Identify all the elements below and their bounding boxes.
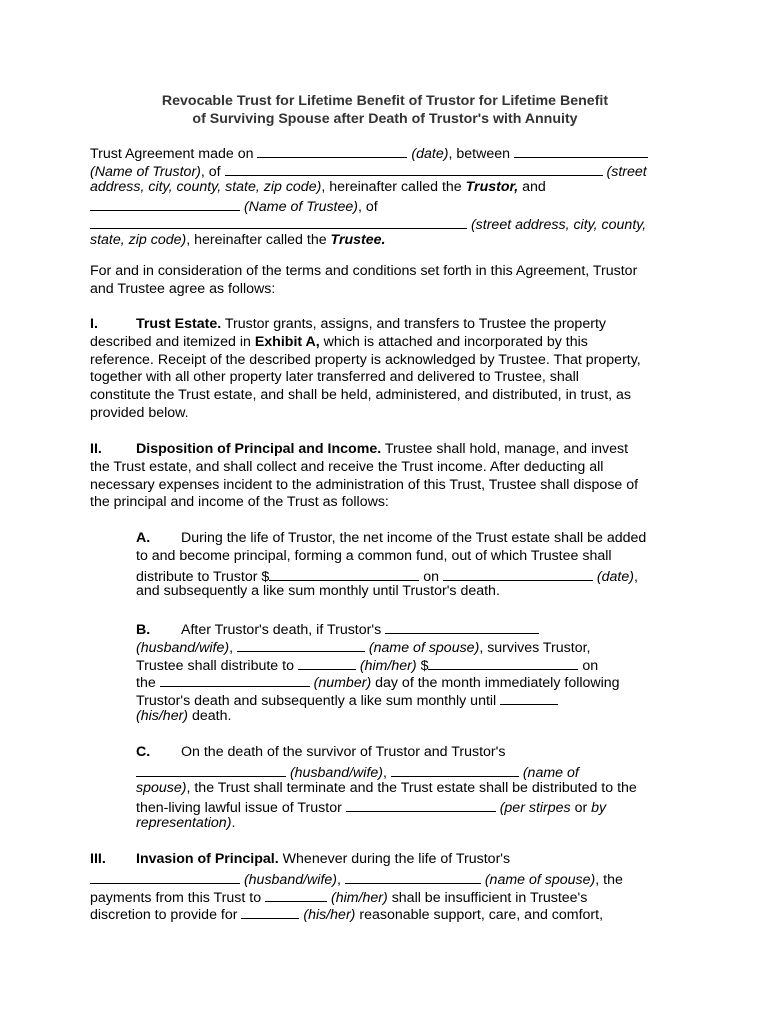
title-line-1: Revocable Trust for Lifetime Benefit of Trustor for Lifetime Benefit: [161, 93, 609, 109]
spouse-name-blank[interactable]: [237, 637, 365, 652]
trustee-address-blank[interactable]: [90, 214, 467, 229]
document-title: [0, 92, 770, 128]
spouse-name-blank[interactable]: [391, 762, 519, 777]
subsection-a: A. During the life of Trustor, the net income of the Trust estate shall be added to and become principal, forming a common fund, out of which Trustee shall distribute to Trustor $ on (date), and subsequently a like sum monthly until Trustor's death.: [136, 530, 647, 600]
amount-blank[interactable]: [428, 655, 578, 670]
section-disposition: II. Disposition of Principal and Income. Trustee shall hold, manage, and invest the Trust estate, and shall collect and receive the Trust income. After deducting all necessary expenses incident to the administration of this Trust, Trustee shall dispose of the principal and income of the Trust as follows:: [90, 441, 639, 511]
spouse-name-blank[interactable]: [345, 869, 481, 884]
subsection-c: C. On the death of the survivor of Trustor and Trustor's (husband/wife), (name of spouse), the Trust shall terminate and the Trust estate shall be distributed to the then-living lawful issue of Trustor (per stirpes or by representation).: [136, 744, 637, 832]
spouse-relation-blank[interactable]: [136, 762, 286, 777]
pronoun-blank[interactable]: [298, 655, 356, 670]
distribution-method-blank[interactable]: [346, 797, 496, 812]
date-blank[interactable]: [257, 143, 407, 158]
intro-paragraph: Trust Agreement made on (date), between (Name of Trustor), of (street address, city, county, state, zip code), hereinafter called the Trustor, and (Name of Trustee), of (street address, city, county, state, zip code), hereinafter called the Trustee.: [90, 143, 690, 250]
amount-blank[interactable]: [269, 566, 419, 581]
pronoun-blank[interactable]: [500, 690, 558, 705]
section-trust-estate: I. Trust Estate. Trustor grants, assigns, and transfers to Trustee the property described and itemized in Exhibit A, which is attached and incorporated by this reference. Receipt of the described property is acknowledged by Trustee. That property, together with all other property later transferred and delivered to Trustee, shall constitute the Trust estate, and shall be held, administered, and distributed, in trust, as provided below.: [90, 316, 641, 421]
spouse-relation-blank[interactable]: [90, 869, 240, 884]
pronoun-blank[interactable]: [265, 887, 327, 902]
day-number-blank[interactable]: [160, 672, 310, 687]
trustor-address-blank[interactable]: [225, 161, 603, 176]
date-blank[interactable]: [443, 566, 593, 581]
trustee-name-blank[interactable]: [90, 196, 240, 211]
trustor-name-blank[interactable]: [514, 143, 648, 158]
subsection-b: B. After Trustor's death, if Trustor's (husband/wife), (name of spouse), survives Trustor, Trustee shall distribute to (him/her) $ on the (number) day of the month immediately following Trustor's death and subsequently a like sum monthly until (his/her) death.: [136, 619, 696, 726]
spouse-relation-blank[interactable]: [385, 619, 539, 634]
consideration-paragraph: For and in consideration of the terms and conditions set forth in this Agreement, Trustor and Trustee agree as follows:: [90, 263, 638, 297]
title-line-2: of Surviving Spouse after Death of Trustor's with Annuity: [192, 111, 578, 127]
section-invasion-of-principal: III. Invasion of Principal. Whenever during the life of Trustor's (husband/wife), (name of spouse), the payments from this Trust to (him/her) shall be insufficient in Trustee's discretion to provide for (his/her) reasonable support, care, and comfort,: [90, 851, 623, 924]
pronoun-blank[interactable]: [241, 904, 299, 919]
